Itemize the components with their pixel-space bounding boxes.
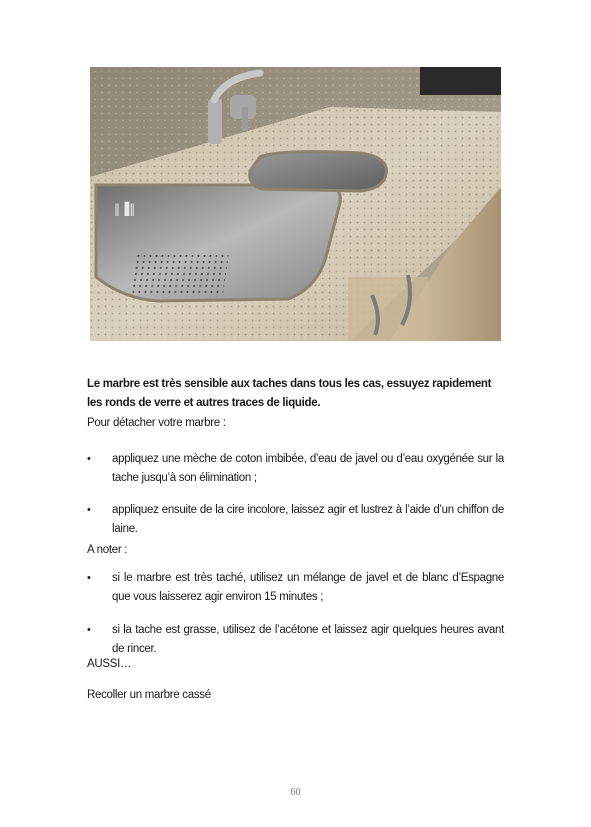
intro-warning-text: Le marbre est très sensible aux taches dans tous les cas, essuyez rapidement les ronds de verre et autres traces de liquide. [87,378,492,409]
list-item-text: appliquez ensuite de la cire incolore, laissez agir et lustrez à l’aide d’un chiffon de laine. [112,504,504,535]
list-item [87,501,504,539]
detach-heading: Pour détacher votre marbre : [87,417,226,429]
list-item-text: si la tache est grasse, utilisez de l’acétone et laissez agir quelques heures avant de rincer. [112,624,504,655]
bullet-icon: • [87,624,91,636]
section-heading-recoller: Recoller un marbre cassé [87,689,211,701]
list-item [87,450,504,488]
sink-illustration [90,67,501,341]
list-item-text: appliquez une mèche de coton imbibée, d’eau de javel ou d’eau oxygénée sur la tache jusqu’à son élimination ; [112,453,504,484]
page-number: 60 [290,787,301,798]
bullet-icon: • [87,504,91,516]
bullet-icon: • [87,453,91,465]
list-item [87,621,504,659]
svg-text:‖▐‖: ‖▐‖ [114,202,136,216]
bullet-list [87,450,504,488]
list-item [87,569,504,607]
bullet-list [87,501,504,539]
marble-countertop-sink-photo [90,67,501,341]
list-item-text: si le marbre est très taché, utilisez un mélange de javel et de blanc d’Espagne que vous laisserez agir environ 15 minutes ; [112,572,504,603]
bullet-list [87,569,504,607]
note-heading: A noter : [87,544,128,556]
bullet-icon: • [87,572,91,584]
bullet-list [87,621,504,659]
aussi-text: AUSSI… [87,658,132,670]
